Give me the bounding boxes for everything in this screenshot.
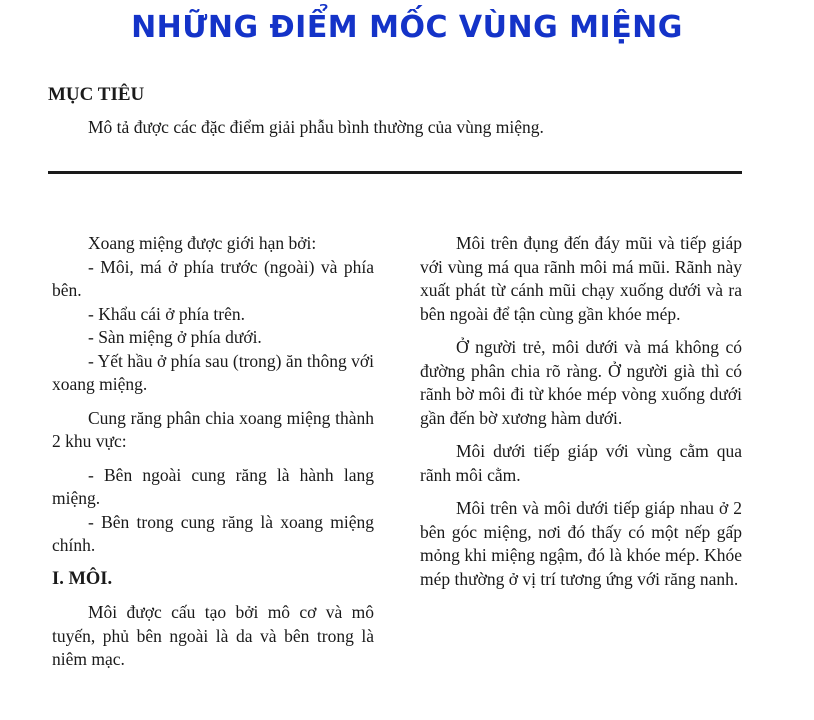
list-item-floor: - Sàn miệng ở phía dưới.	[88, 327, 262, 347]
list-item-lips: - Môi, má ở phía trước (ngoài) và phía bên.	[52, 256, 374, 300]
objective-text: Mô tả được các đặc điểm giải phẫu bình thường của vùng miệng.	[88, 117, 544, 137]
paragraph-intro: Xoang miệng được giới hạn bởi:	[88, 233, 317, 253]
paragraph-age-differences: Ở người trẻ, môi dưới và má không có đường phân chia rõ ràng. Ở người già thì có rãnh bờ môi đi từ khóe mép vòng xuống dưới gần đến bờ xương hàm dưới.	[420, 337, 742, 428]
paragraph-mouth-corner: Môi trên và môi dưới tiếp giáp nhau ở 2 bên góc miệng, nơi đó thấy có một nếp gấp mỏng khi miệng ngậm, đó là khóe mép. Khóe mép thường ở vị trí tương ứng với răng nanh.	[420, 498, 742, 589]
page-title: NHỮNG ĐIỂM MỐC VÙNG MIỆNG	[131, 10, 683, 45]
objective-heading: MỤC TIÊU	[48, 84, 145, 105]
paragraph-lip-structure: Môi được cấu tạo bởi mô cơ và mô tuyến, phủ bên ngoài là da và bên trong là niêm mạc.	[52, 602, 374, 669]
section-heading-lips: I. MÔI.	[52, 568, 113, 589]
right-column	[420, 232, 742, 601]
left-column	[52, 232, 374, 682]
list-item-pharynx: - Yết hầu ở phía sau (trong) ăn thông với xoang miệng.	[52, 350, 374, 394]
paragraph-dental-arch: Cung răng phân chia xoang miệng thành 2 khu vực:	[52, 407, 374, 451]
list-item-palate: - Khẩu cái ở phía trên.	[88, 303, 245, 324]
list-item-vestibule: - Bên ngoài cung răng là hành lang miệng.	[52, 464, 374, 508]
list-item-oral-cavity: - Bên trong cung răng là xoang miệng chính.	[52, 511, 374, 555]
paragraph-lower-lip: Môi dưới tiếp giáp với vùng cằm qua rãnh môi cằm.	[420, 441, 742, 485]
paragraph-upper-lip: Môi trên đụng đến đáy mũi và tiếp giáp với vùng má qua rãnh môi má mũi. Rãnh này xuất phát từ cánh mũi chạy xuống dưới và ra bên ngoài để tận cùng gần khóe mép.	[420, 233, 742, 324]
section-divider	[48, 171, 742, 174]
